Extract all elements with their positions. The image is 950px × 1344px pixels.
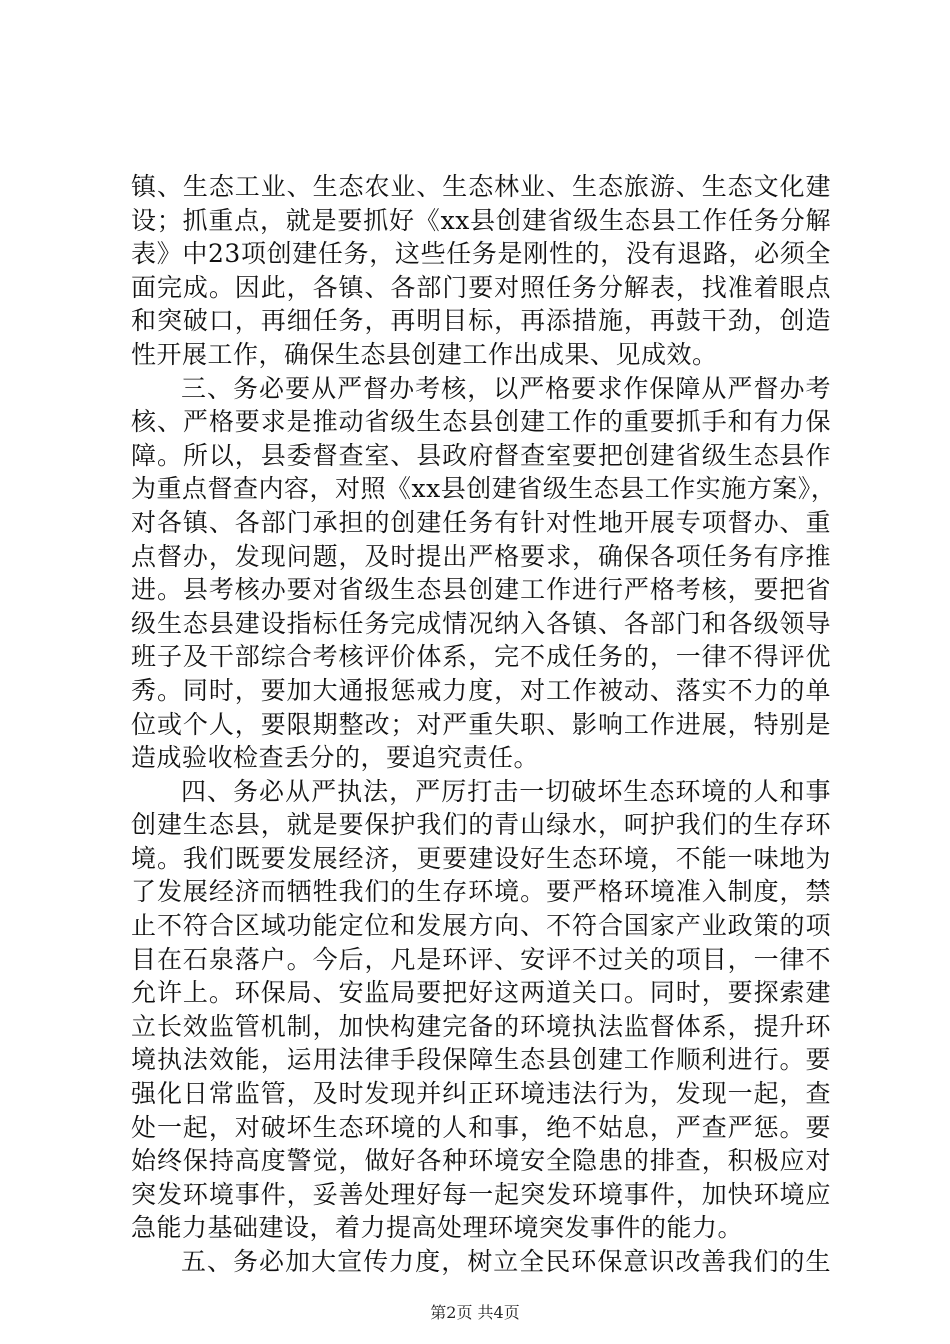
text-line: 三、务必要从严督办考核，以严格要求作保障从严督办考 [181, 373, 831, 403]
text-line: 目在石泉落户。今后，凡是环评、安评不过关的项目，一律不 [131, 944, 831, 974]
text-line: 突发环境事件，妥善处理好每一起突发环境事件，加快环境应 [131, 1179, 831, 1209]
text-line: 性开展工作，确保生态县创建工作出成果、见成效。 [131, 339, 718, 369]
text-line: 境执法效能，运用法律手段保障生态县创建工作顺利进行。要 [131, 1045, 831, 1075]
text-line: 立长效监管机制，加快构建完备的环境执法监督体系，提升环 [131, 1011, 831, 1041]
text-line: 进。县考核办要对省级生态县创建工作进行严格考核，要把省 [131, 575, 831, 605]
text-line: 核、严格要求是推动省级生态县创建工作的重要抓手和有力保 [131, 407, 831, 437]
text-line: 镇、生态工业、生态农业、生态林业、生态旅游、生态文化建 [131, 172, 831, 201]
text-line: 造成验收检查丢分的，要追究责任。 [131, 743, 540, 773]
document-body [131, 170, 837, 1279]
text-line: 五、务必加大宣传力度，树立全民环保意识改善我们的生 [181, 1247, 831, 1276]
page-footer: 第2页 共4页 [430, 1303, 520, 1322]
text-line: 创建生态县，就是要保护我们的青山绿水，呵护我们的生存环 [131, 810, 831, 840]
text-line: 班子及干部综合考核评价体系，完不成任务的，一律不得评优 [131, 642, 831, 672]
text-line: 秀。同时，要加大通报惩戒力度，对工作被动、落实不力的单 [131, 675, 831, 705]
text-line: 对各镇、各部门承担的创建任务有针对性地开展专项督办、重 [131, 507, 831, 537]
text-line: 位或个人，要限期整改；对严重失职、影响工作进展，特别是 [131, 709, 831, 739]
text-line: 止不符合区域功能定位和发展方向、不符合国家产业政策的项 [131, 911, 831, 941]
text-line: 和突破口，再细任务，再明目标，再添措施，再鼓干劲，创造 [131, 306, 831, 336]
text-line: 允许上。环保局、安监局要把好这两道关口。同时，要探索建 [131, 978, 831, 1008]
text-line: 始终保持高度警觉，做好各种环境安全隐患的排查，积极应对 [131, 1146, 831, 1176]
text-line: 设；抓重点，就是要抓好《xx县创建省级生态县工作任务分解 [131, 205, 831, 235]
text-line: 处一起，对破坏生态环境的人和事，绝不姑息，严查严惩。要 [131, 1112, 831, 1142]
text-line: 级生态县建设指标任务完成情况纳入各镇、各部门和各级领导 [131, 608, 831, 638]
text-line: 急能力基础建设，着力提高处理环境突发事件的能力。 [131, 1213, 744, 1243]
text-line: 面完成。因此，各镇、各部门要对照任务分解表，找准着眼点 [131, 272, 831, 302]
text-line: 点督办，发现问题，及时提出严格要求，确保各项任务有序推 [131, 541, 831, 571]
text-line: 表》中23项创建任务，这些任务是刚性的，没有退路，必须全 [131, 239, 831, 269]
text-line: 障。所以，县委督查室、县政府督查室要把创建省级生态县作 [131, 440, 831, 470]
text-line: 为重点督查内容，对照《xx县创建省级生态县工作实施方案》， [131, 474, 837, 504]
text-line: 四、务必从严执法，严厉打击一切破坏生态环境的人和事 [181, 776, 831, 806]
text-line: 了发展经济而牺牲我们的生存环境。要严格环境准入制度，禁 [131, 877, 831, 907]
text-line: 境。我们既要发展经济，更要建设好生态环境，不能一味地为 [131, 843, 831, 873]
text-line: 强化日常监管，及时发现并纠正环境违法行为，发现一起，查 [131, 1079, 831, 1109]
